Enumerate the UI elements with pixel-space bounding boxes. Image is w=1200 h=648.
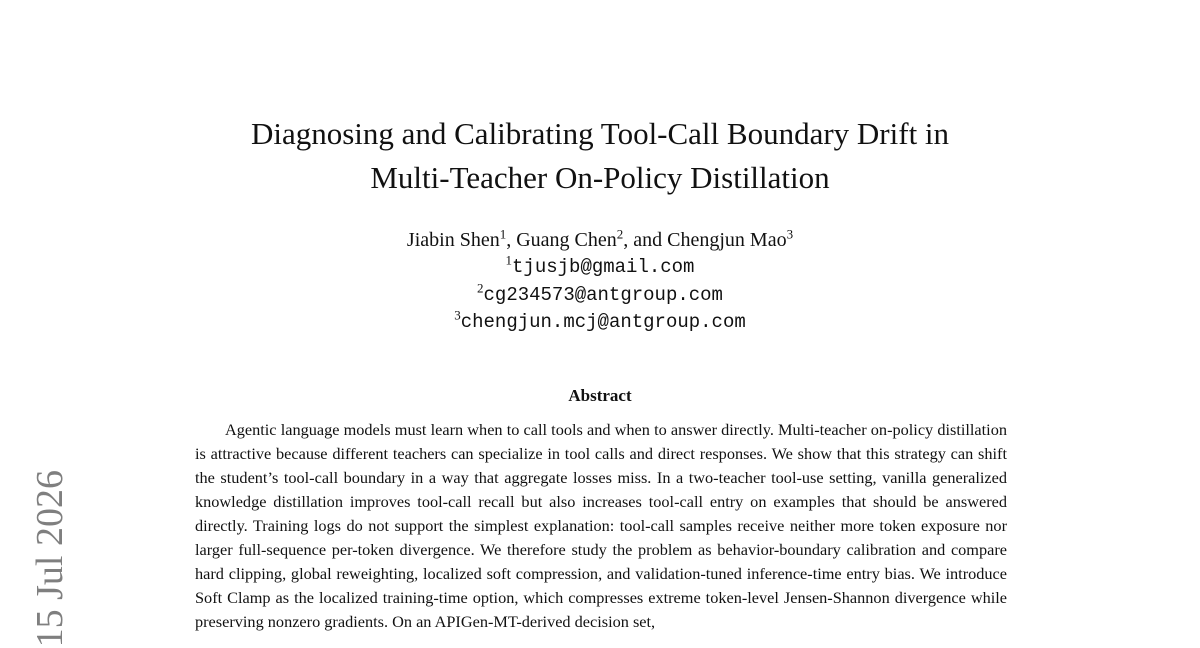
author-separator: , and (623, 229, 668, 251)
email-address: chengjun.mcj@antgroup.com (460, 311, 746, 333)
email-affiliation-mark: 1 (505, 252, 513, 268)
paper-title-line-1: Diagnosing and Calibrating Tool-Call Boundary Drift in (250, 116, 950, 151)
author-affiliation-mark: 2 (616, 226, 624, 242)
abstract-heading: Abstract (568, 386, 632, 405)
email-address: cg234573@antgroup.com (483, 283, 723, 306)
author-emails (0, 254, 1200, 337)
author-separator: , (506, 229, 517, 251)
author-email (0, 254, 1200, 282)
author-name: Chengjun Mao (667, 229, 787, 251)
paper-title-line-2: Multi-Teacher On-Policy Distillation (370, 160, 830, 195)
email-affiliation-mark: 2 (477, 280, 484, 296)
author-email (0, 309, 1200, 337)
author-name: Jiabin Shen (406, 229, 500, 251)
arxiv-stamp-date: 15 Jul 2026 (29, 470, 71, 648)
author-affiliation-mark: 1 (499, 226, 507, 242)
author-email (0, 282, 1200, 310)
author-name: Guang Chen (516, 229, 617, 251)
arxiv-side-stamp (26, 470, 76, 648)
abstract-body: Agentic language models must learn when to call tools and when to answer directly. Multi-teacher on-policy distillation is attractive because different teachers can specialize in tool calls and direct responses. We show that this strategy can shift the student’s tool-call boundary in a way that aggregate losses miss. In a two-teacher tool-use setting, vanilla generalized knowledge distillation improves tool-call recall but also increases tool-call entry on examples that should be answered directly. Training logs do not support the simplest explanation: tool-call samples receive neither more token exposure nor larger full-sequence per-token divergence. We therefore study the problem as behavior-boundary calibration and compare hard clipping, global reweighting, localized soft compression, and validation-tuned inference-time entry bias. We introduce Soft Clamp as the localized training-time option, which compresses extreme token-level Jensen-Shannon divergence while preserving nonzero gradients. On an APIGen-MT-derived decision set, (195, 420, 1007, 631)
email-affiliation-mark: 3 (454, 307, 461, 323)
author-list (0, 227, 1200, 253)
paper-title (0, 112, 1200, 200)
email-address: tjusjb@gmail.com (512, 256, 695, 278)
author-affiliation-mark: 3 (786, 226, 794, 242)
